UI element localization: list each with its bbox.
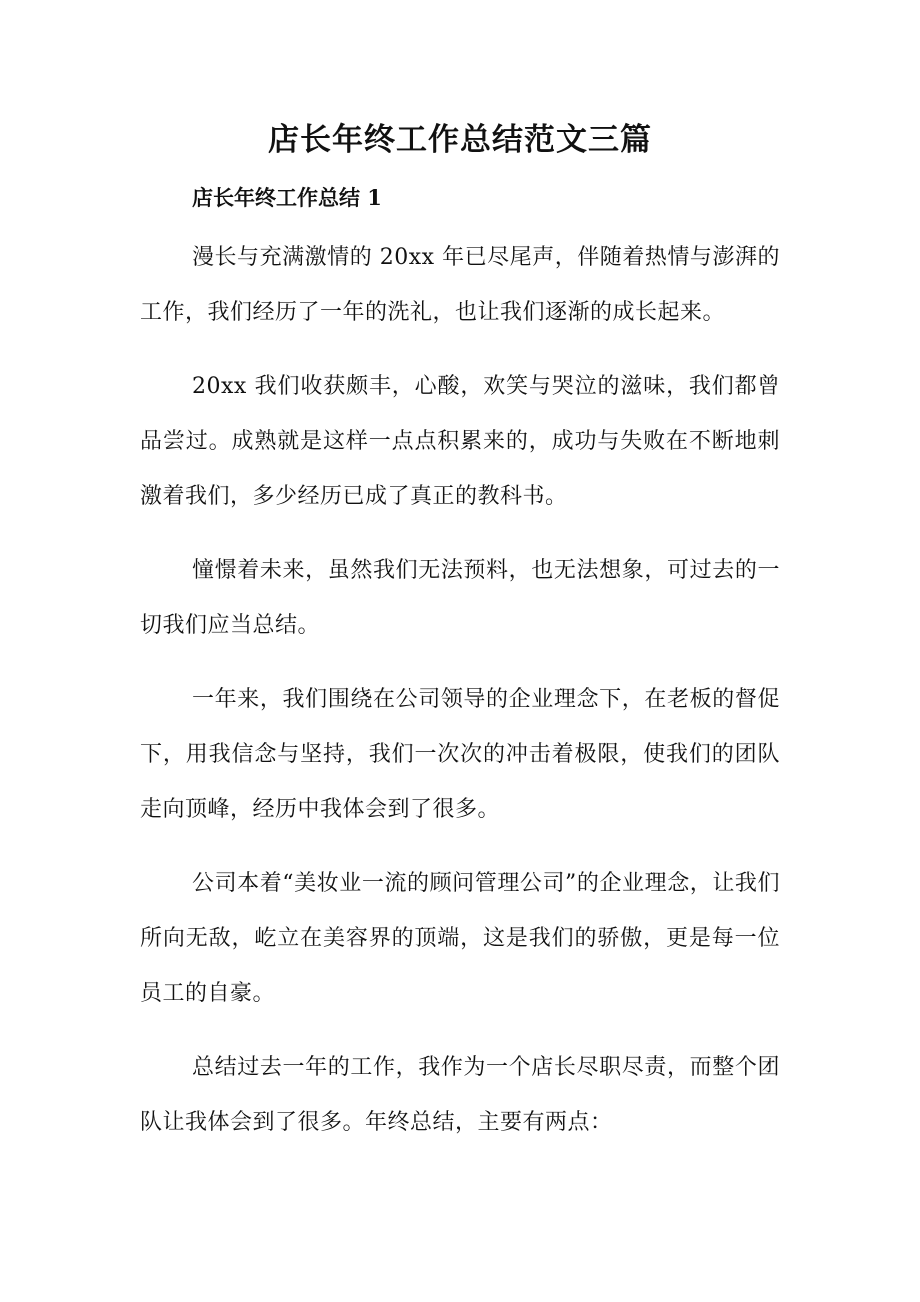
paragraph: 憧憬着未来，虽然我们无法预料，也无法想象，可过去的一切我们应当总结。 <box>140 558 780 638</box>
paragraph: 20xx 我们收获颇丰，心酸，欢笑与哭泣的滋味，我们都曾品尝过。成熟就是这样一点点积累来的，成功与失败在不断地刺激着我们，多少经历已成了真正的教科书。 <box>140 374 780 509</box>
section-heading: 店长年终工作总结 1 <box>192 185 382 210</box>
body-text <box>140 230 780 1169</box>
paragraph: 漫长与充满激情的 20xx 年已尽尾声，伴随着热情与澎湃的工作，我们经历了一年的洗礼，也让我们逐渐的成长起来。 <box>140 245 780 325</box>
paragraph: 总结过去一年的工作，我作为一个店长尽职尽责，而整个团队让我体会到了很多。年终总结，主要有两点： <box>140 1055 780 1135</box>
paragraph: 公司本着“美妆业一流的顾问管理公司”的企业理念，让我们所向无敌，屹立在美容界的顶端，这是我们的骄傲，更是每一位员工的自豪。 <box>140 871 780 1006</box>
paragraph: 一年来，我们围绕在公司领导的企业理念下，在老板的督促下，用我信念与坚持，我们一次次的冲击着极限，使我们的团队走向顶峰，经历中我体会到了很多。 <box>140 687 780 822</box>
document-title: 店长年终工作总结范文三篇 <box>268 122 652 158</box>
